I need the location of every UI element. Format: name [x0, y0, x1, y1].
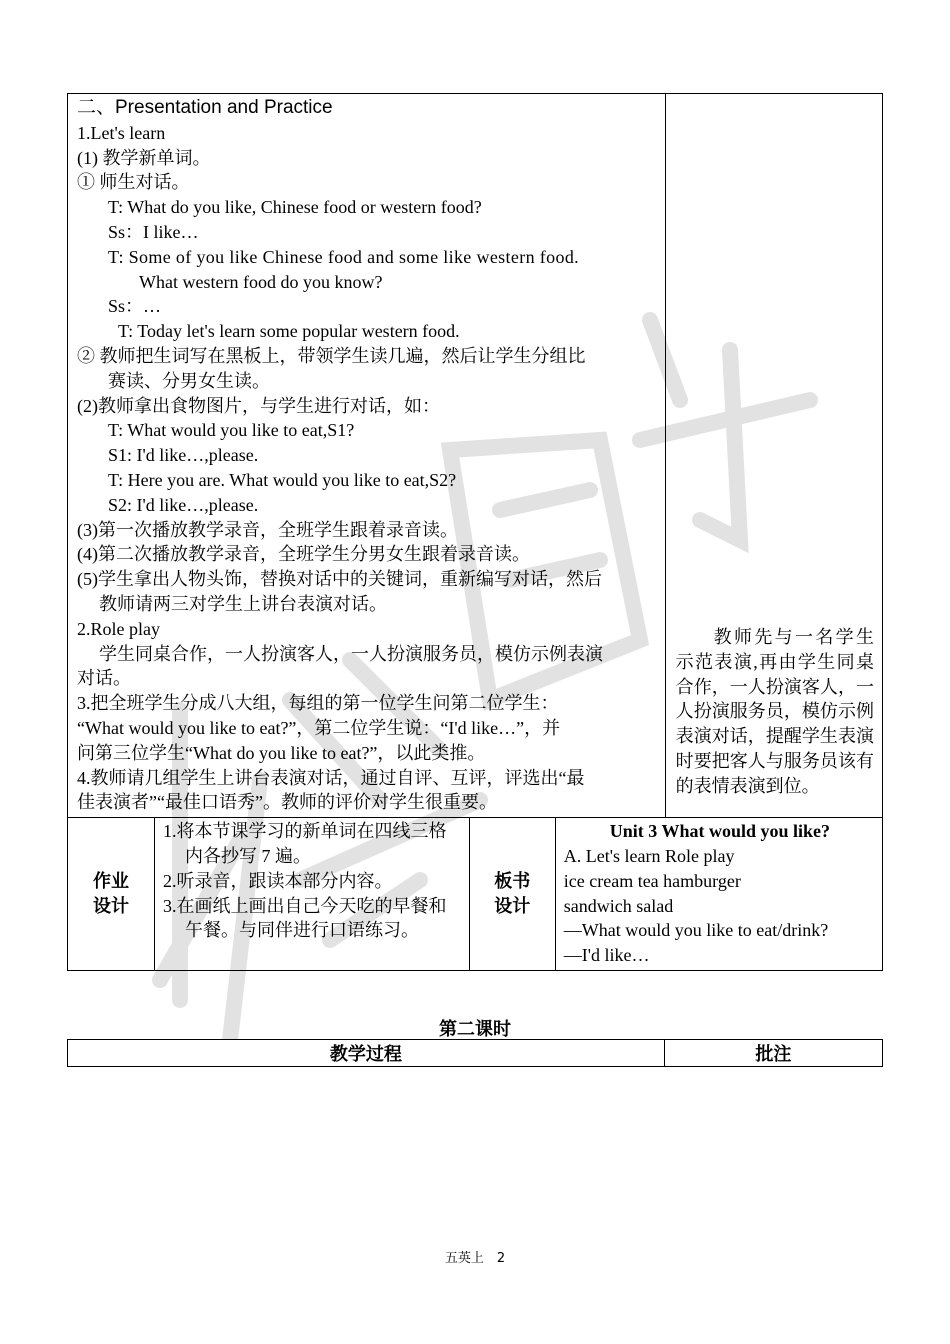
lesson-line: (1) 教学新单词。 [77, 147, 211, 168]
board-cell [555, 818, 882, 971]
lesson-line: 学生同桌合作，一人扮演客人，一人扮演服务员，模仿示例表演 [99, 643, 603, 664]
lesson-line: What western food do you know? [139, 271, 383, 292]
lesson-line: (4)第二次播放教学录音，全班学生分男女生跟着录音读。 [77, 544, 530, 565]
homework-label-line: 设计 [92, 896, 129, 917]
page-footer: 五英上 2 [444, 1251, 506, 1266]
lesson-line: 1.Let's learn [77, 122, 166, 143]
board-line: —I'd like… [563, 945, 650, 966]
board-line: ice cream tea hamburger [563, 870, 741, 891]
lesson-line: T: Some of you like Chinese food and some like western food. [108, 246, 580, 267]
lesson-line: 教师请两三对学生上讲台表演对话。 [99, 593, 387, 614]
board-title: Unit 3 What would you like? [609, 821, 830, 842]
lesson-line: Ss：… [108, 296, 162, 317]
lesson-line: 4.教师请几组学生上讲台表演对话，通过自评、互评，评选出“最 [77, 767, 585, 788]
lesson-line: T: What would you like to eat,S1? [108, 420, 355, 441]
lesson-line: 对话。 [77, 668, 131, 689]
lesson-table [67, 93, 883, 971]
lesson-line: ② 教师把生词写在黑板上，带领学生读几遍，然后让学生分组比 [77, 345, 586, 366]
board-label-line: 设计 [494, 896, 531, 917]
lesson-line: S1: I'd like…,please. [108, 445, 259, 466]
col-annotation: 批注 [664, 1040, 882, 1067]
board-label-line: 板书 [494, 871, 531, 892]
homework-item: 3.在画纸上画出自己今天吃的早餐和午餐。与同伴进行口语练习。 [162, 895, 447, 941]
lesson-line: 赛读、分男女生读。 [108, 370, 270, 391]
lesson-line: (2)教师拿出食物图片，与学生进行对话，如： [77, 395, 440, 416]
col-teaching-process: 教学过程 [68, 1040, 665, 1067]
homework-label [68, 818, 155, 971]
lesson-line: 3.把全班学生分成八大组，每组的第一位学生问第二位学生： [77, 693, 559, 714]
lesson-line: 问第三位学生“What do you like to eat?”，以此类推。 [77, 742, 486, 763]
homework-label-line: 作业 [92, 871, 129, 892]
lesson-content-cell [68, 94, 666, 818]
lesson-line: Ss：I like… [108, 221, 199, 242]
lesson-line: (5)学生拿出人物头饰，替换对话中的关键词，重新编写对话，然后 [77, 569, 602, 590]
lesson-line: 2.Role play [77, 618, 160, 639]
annotation-text: 教师先与一名学生示范表演,再由学生同桌合作，一人扮演客人，一人扮演服务员，模仿示例表演对话，提醒学生表演时要把客人与服务员该有的表情表演到位。 [675, 627, 874, 796]
homework-cell [154, 818, 469, 971]
homework-item: 1.将本节课学习的新单词在四线三格内各抄写 7 遍。 [162, 821, 447, 866]
homework-item: 2.听录音，跟读本部分内容。 [162, 870, 393, 891]
lesson-line: T: Today let's learn some popular western food. [118, 321, 460, 342]
second-lesson-title: 第二课时 [439, 1019, 511, 1040]
second-lesson-table [67, 1039, 883, 1067]
lesson-line: 佳表演者”“最佳口语秀”。教师的评价对学生很重要。 [77, 792, 497, 813]
board-label [469, 818, 555, 971]
lesson-line: (3)第一次播放教学录音，全班学生跟着录音读。 [77, 519, 458, 540]
lesson-line: T: What do you like, Chinese food or western food? [108, 197, 482, 218]
annotation-cell [665, 94, 882, 818]
board-line: A. Let's learn Role play [563, 845, 735, 866]
lesson-line: S2: I'd like…,please. [108, 494, 259, 515]
lesson-line: ① 师生对话。 [77, 172, 190, 193]
board-line: sandwich salad [563, 895, 674, 916]
lesson-line: T: Here you are. What would you like to eat,S2? [108, 469, 457, 490]
board-line: —What would you like to eat/drink? [563, 920, 829, 941]
lesson-line: “What would you like to eat?”，第二位学生说：“I'd like…”，并 [77, 717, 561, 738]
section-heading: 二、Presentation and Practice [77, 97, 333, 118]
